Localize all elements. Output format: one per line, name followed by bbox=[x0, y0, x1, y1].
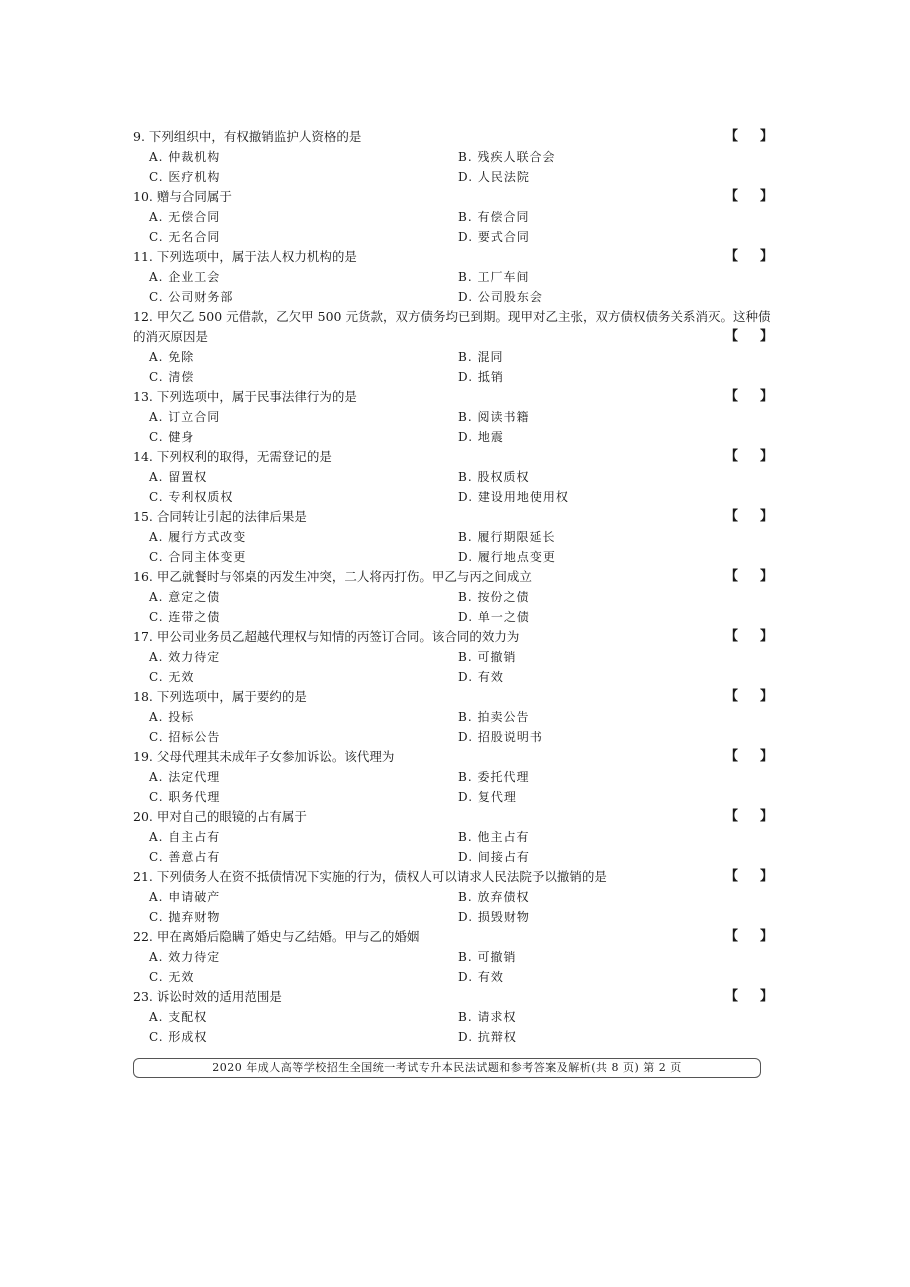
answer-bracket bbox=[725, 687, 773, 707]
option-a: A. 申请破产 bbox=[149, 890, 221, 904]
option-c: C. 无名合同 bbox=[149, 230, 221, 244]
question-15 bbox=[133, 507, 773, 567]
option-d: D. 履行地点变更 bbox=[458, 550, 556, 564]
option-b: B. 委托代理 bbox=[458, 770, 530, 784]
option-a: A. 仲裁机构 bbox=[149, 150, 221, 164]
option-b: B. 工厂车间 bbox=[458, 270, 530, 284]
bracket-open: 【 bbox=[725, 389, 739, 404]
option-d: D. 损毁财物 bbox=[458, 910, 530, 924]
question-18 bbox=[133, 687, 773, 747]
bracket-close: 】 bbox=[759, 569, 773, 584]
option-a: A. 留置权 bbox=[149, 470, 208, 484]
bracket-open: 【 bbox=[725, 449, 739, 464]
option-c: C. 健身 bbox=[149, 430, 195, 444]
option-a: A. 无偿合同 bbox=[149, 210, 221, 224]
bracket-open: 【 bbox=[725, 189, 739, 204]
question-13 bbox=[133, 387, 773, 447]
answer-bracket bbox=[725, 507, 773, 527]
question-stem: 9. 下列组织中，有权撤销监护人资格的是 bbox=[133, 129, 362, 144]
bracket-close: 】 bbox=[759, 389, 773, 404]
option-row bbox=[133, 487, 773, 507]
option-d: D. 建设用地使用权 bbox=[458, 490, 569, 504]
option-b: B. 放弃债权 bbox=[458, 890, 530, 904]
bracket-open: 【 bbox=[725, 129, 739, 144]
bracket-close: 】 bbox=[759, 989, 773, 1004]
question-11 bbox=[133, 247, 773, 307]
option-b: B. 他主占有 bbox=[458, 830, 530, 844]
question-stem: 13. 下列选项中，属于民事法律行为的是 bbox=[133, 389, 357, 404]
bracket-close: 】 bbox=[759, 629, 773, 644]
answer-bracket bbox=[725, 127, 773, 147]
option-d: D. 单一之债 bbox=[458, 610, 530, 624]
option-row bbox=[133, 367, 773, 387]
option-row bbox=[133, 527, 773, 547]
option-d: D. 抗辩权 bbox=[458, 1030, 517, 1044]
option-c: C. 合同主体变更 bbox=[149, 550, 247, 564]
option-row bbox=[133, 767, 773, 787]
bracket-open: 【 bbox=[725, 329, 739, 344]
question-stem: 10. 赠与合同属于 bbox=[133, 189, 232, 204]
option-c: C. 医疗机构 bbox=[149, 170, 221, 184]
question-23 bbox=[133, 987, 773, 1047]
option-d: D. 复代理 bbox=[458, 790, 517, 804]
bracket-close: 】 bbox=[759, 189, 773, 204]
answer-bracket bbox=[725, 627, 773, 647]
bracket-close: 】 bbox=[759, 129, 773, 144]
bracket-close: 】 bbox=[759, 749, 773, 764]
answer-bracket bbox=[725, 387, 773, 407]
option-c: C. 招标公告 bbox=[149, 730, 221, 744]
option-row bbox=[133, 827, 773, 847]
bracket-open: 【 bbox=[725, 989, 739, 1004]
footer-text: 2020 年成人高等学校招生全国统一考试专升本民法试题和参考答案及解析(共 8 页) 第 2 页 bbox=[212, 1061, 682, 1074]
answer-bracket bbox=[725, 327, 773, 347]
option-d: D. 人民法院 bbox=[458, 170, 530, 184]
question-10 bbox=[133, 187, 773, 247]
answer-bracket bbox=[725, 807, 773, 827]
option-b: B. 有偿合同 bbox=[458, 210, 530, 224]
option-b: B. 残疾人联合会 bbox=[458, 150, 556, 164]
answer-bracket bbox=[725, 187, 773, 207]
bracket-close: 】 bbox=[759, 509, 773, 524]
question-17 bbox=[133, 627, 773, 687]
page-footer bbox=[133, 1058, 761, 1078]
option-row bbox=[133, 547, 773, 567]
answer-bracket bbox=[725, 927, 773, 947]
option-b: B. 可撤销 bbox=[458, 650, 517, 664]
question-stem: 19. 父母代理其未成年子女参加诉讼。该代理为 bbox=[133, 749, 395, 764]
bracket-close: 】 bbox=[759, 449, 773, 464]
option-row bbox=[133, 227, 773, 247]
question-stem: 14. 下列权利的取得，无需登记的是 bbox=[133, 449, 332, 464]
option-row bbox=[133, 267, 773, 287]
question-stem: 11. 下列选项中，属于法人权力机构的是 bbox=[133, 249, 357, 264]
option-a: A. 免除 bbox=[149, 350, 195, 364]
option-row bbox=[133, 207, 773, 227]
option-row bbox=[133, 427, 773, 447]
question-stem: 18. 下列选项中，属于要约的是 bbox=[133, 689, 307, 704]
option-a: A. 效力待定 bbox=[149, 950, 221, 964]
bracket-close: 】 bbox=[759, 809, 773, 824]
option-a: A. 企业工会 bbox=[149, 270, 221, 284]
option-d: D. 有效 bbox=[458, 970, 504, 984]
bracket-open: 【 bbox=[725, 629, 739, 644]
bracket-open: 【 bbox=[725, 929, 739, 944]
option-d: D. 地震 bbox=[458, 430, 504, 444]
question-stem: 16. 甲乙就餐时与邻桌的丙发生冲突，二人将丙打伤。甲乙与丙之间成立 bbox=[133, 569, 532, 584]
option-d: D. 抵销 bbox=[458, 370, 504, 384]
option-c: C. 善意占有 bbox=[149, 850, 221, 864]
answer-bracket bbox=[725, 867, 773, 887]
option-c: C. 连带之债 bbox=[149, 610, 221, 624]
option-c: C. 形成权 bbox=[149, 1030, 208, 1044]
bracket-open: 【 bbox=[725, 509, 739, 524]
option-b: B. 按份之债 bbox=[458, 590, 530, 604]
option-d: D. 间接占有 bbox=[458, 850, 530, 864]
option-a: A. 支配权 bbox=[149, 1010, 208, 1024]
question-stem: 23. 诉讼时效的适用范围是 bbox=[133, 989, 282, 1004]
option-a: A. 投标 bbox=[149, 710, 195, 724]
option-c: C. 无效 bbox=[149, 970, 195, 984]
question-21 bbox=[133, 867, 773, 927]
question-20 bbox=[133, 807, 773, 867]
question-stem: 12. 甲欠乙 500 元借款，乙欠甲 500 元货款，双方债务均已到期。现甲对乙主张，双方债权债务关系消灭。这种债的消灭原因是 bbox=[133, 309, 771, 344]
option-row bbox=[133, 707, 773, 727]
bracket-open: 【 bbox=[725, 689, 739, 704]
option-a: A. 履行方式改变 bbox=[149, 530, 247, 544]
option-row bbox=[133, 847, 773, 867]
question-stem: 20. 甲对自己的眼镜的占有属于 bbox=[133, 809, 307, 824]
question-list bbox=[133, 127, 773, 1047]
option-row bbox=[133, 887, 773, 907]
question-stem: 22. 甲在离婚后隐瞒了婚史与乙结婚。甲与乙的婚姻 bbox=[133, 929, 420, 944]
bracket-close: 】 bbox=[759, 929, 773, 944]
option-d: D. 要式合同 bbox=[458, 230, 530, 244]
option-c: C. 清偿 bbox=[149, 370, 195, 384]
question-9 bbox=[133, 127, 773, 187]
option-a: A. 法定代理 bbox=[149, 770, 221, 784]
option-row bbox=[133, 1027, 773, 1047]
question-stem: 21. 下列债务人在资不抵债情况下实施的行为，债权人可以请求人民法院予以撤销的是 bbox=[133, 869, 607, 884]
option-row bbox=[133, 947, 773, 967]
option-c: C. 职务代理 bbox=[149, 790, 221, 804]
option-row bbox=[133, 907, 773, 927]
option-b: B. 履行期限延长 bbox=[458, 530, 556, 544]
question-19 bbox=[133, 747, 773, 807]
option-d: D. 公司股东会 bbox=[458, 290, 543, 304]
option-row bbox=[133, 667, 773, 687]
option-b: B. 拍卖公告 bbox=[458, 710, 530, 724]
option-row bbox=[133, 607, 773, 627]
question-14 bbox=[133, 447, 773, 507]
option-a: A. 效力待定 bbox=[149, 650, 221, 664]
option-b: B. 混同 bbox=[458, 350, 504, 364]
option-c: C. 公司财务部 bbox=[149, 290, 234, 304]
bracket-open: 【 bbox=[725, 569, 739, 584]
option-c: C. 无效 bbox=[149, 670, 195, 684]
question-stem: 17. 甲公司业务员乙超越代理权与知情的丙签订合同。该合同的效力为 bbox=[133, 629, 520, 644]
question-stem: 15. 合同转让引起的法律后果是 bbox=[133, 509, 307, 524]
option-row bbox=[133, 287, 773, 307]
option-row bbox=[133, 147, 773, 167]
option-row bbox=[133, 787, 773, 807]
option-row bbox=[133, 587, 773, 607]
answer-bracket bbox=[725, 567, 773, 587]
answer-bracket bbox=[725, 987, 773, 1007]
question-16 bbox=[133, 567, 773, 627]
option-b: B. 请求权 bbox=[458, 1010, 517, 1024]
option-row bbox=[133, 1007, 773, 1027]
option-b: B. 股权质权 bbox=[458, 470, 530, 484]
option-d: D. 招股说明书 bbox=[458, 730, 543, 744]
bracket-close: 】 bbox=[759, 869, 773, 884]
question-22 bbox=[133, 927, 773, 987]
answer-bracket bbox=[725, 447, 773, 467]
option-a: A. 自主占有 bbox=[149, 830, 221, 844]
answer-bracket bbox=[725, 247, 773, 267]
option-row bbox=[133, 647, 773, 667]
option-row bbox=[133, 467, 773, 487]
option-row bbox=[133, 167, 773, 187]
bracket-close: 】 bbox=[759, 689, 773, 704]
bracket-open: 【 bbox=[725, 809, 739, 824]
option-c: C. 专利权质权 bbox=[149, 490, 234, 504]
option-b: B. 可撤销 bbox=[458, 950, 517, 964]
option-row bbox=[133, 347, 773, 367]
answer-bracket bbox=[725, 747, 773, 767]
option-c: C. 抛弃财物 bbox=[149, 910, 221, 924]
question-12 bbox=[133, 307, 773, 387]
bracket-close: 】 bbox=[759, 329, 773, 344]
option-a: A. 订立合同 bbox=[149, 410, 221, 424]
option-row bbox=[133, 727, 773, 747]
bracket-open: 【 bbox=[725, 249, 739, 264]
option-row bbox=[133, 967, 773, 987]
option-a: A. 意定之债 bbox=[149, 590, 221, 604]
bracket-open: 【 bbox=[725, 749, 739, 764]
option-d: D. 有效 bbox=[458, 670, 504, 684]
option-b: B. 阅读书籍 bbox=[458, 410, 530, 424]
bracket-close: 】 bbox=[759, 249, 773, 264]
option-row bbox=[133, 407, 773, 427]
bracket-open: 【 bbox=[725, 869, 739, 884]
